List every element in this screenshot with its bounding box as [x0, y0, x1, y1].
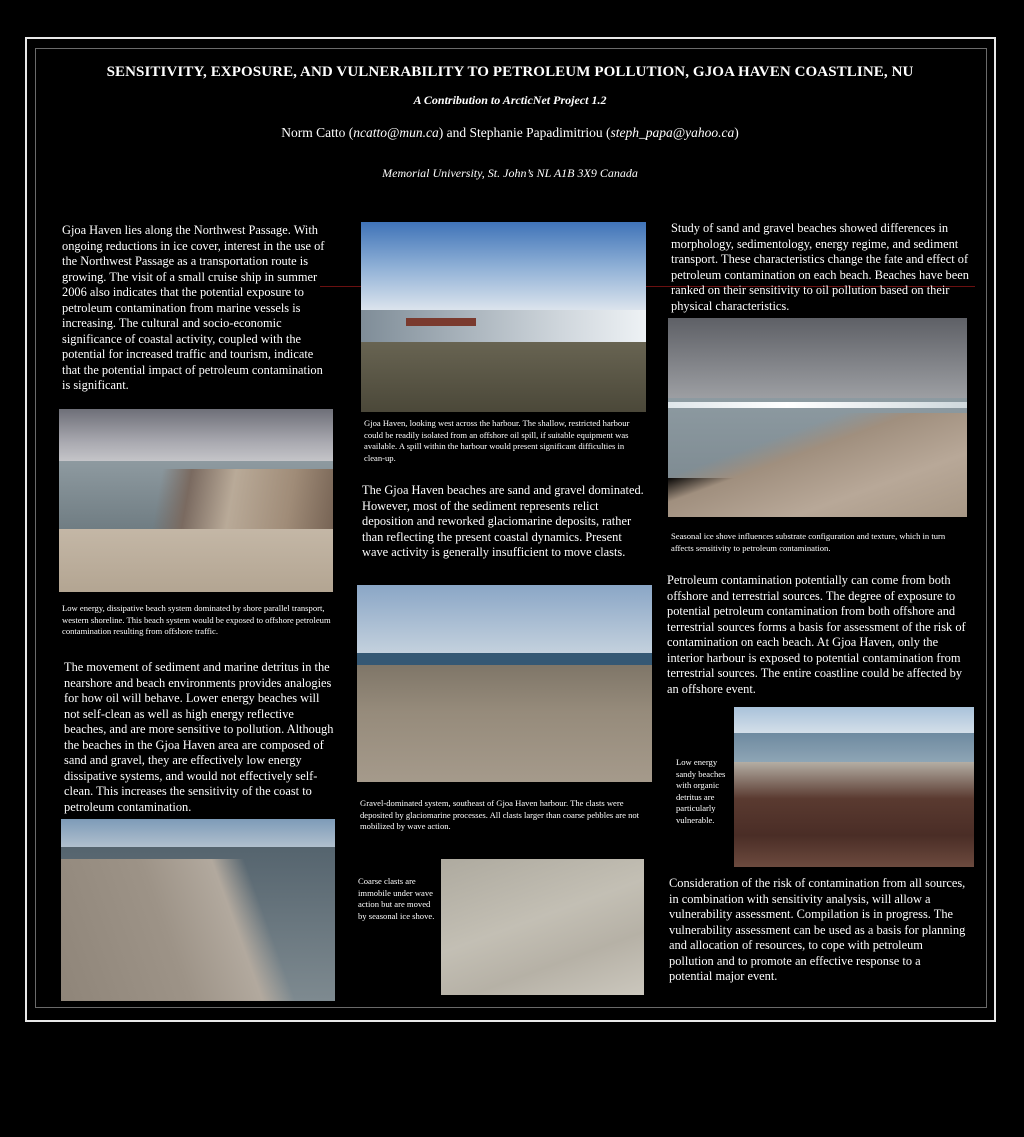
photo-gravel-beach-curve	[61, 819, 335, 1001]
photo-sandy-beach-detritus	[734, 707, 974, 867]
photo-ice-shove-caption: Seasonal ice shove influences substrate configuration and texture, which in turn affects sensitivity to petroleum contamination.	[671, 531, 946, 553]
photo-harbour-west	[361, 222, 646, 412]
movement-paragraph: The movement of sediment and marine detritus in the nearshore and beach environments provides analogies for how oil will behave. Lower energy beaches will not self-clean as well as high energy reflective beaches, and are more sensitive to pollution. Although the beaches in the Gjoa Haven area are composed of sand and gravel, they are effectively low energy dissipative systems, and would not effectively self-clean. This increases the sensitivity of the coast to petroleum contamination.	[64, 660, 334, 814]
photo-coarse-clasts	[441, 859, 644, 995]
author-2-email: steph_papa@yahoo.ca	[610, 125, 735, 140]
study-paragraph: Study of sand and gravel beaches showed differences in morphology, sedimentology, energy regime, and sediment transport. These characteristics change the fate and effect of petroleum contamination on each beach. Beaches have been ranked on their sensitivity to oil pollution based on their physical characteristics.	[671, 221, 969, 313]
photo-western-shoreline	[59, 409, 333, 592]
consideration-paragraph: Consideration of the risk of contamination from all sources, in combination with sensitivity analysis, will allow a vulnerability assessment. Compilation is in progress. The vulnerability assessment can be used as a basis for planning and allocation of resources, to cope with petroleum pollution and to promote an effective response to a potential major event.	[669, 876, 966, 983]
ship-shape	[406, 318, 476, 326]
poster-title: SENSITIVITY, EXPOSURE, AND VULNERABILITY TO PETROLEUM POLLUTION, GJOA HAVEN COASTLINE, NU	[106, 64, 914, 80]
intro-paragraph: Gjoa Haven lies along the Northwest Passage. With ongoing reductions in ice cover, interest in the use of the Northwest Passage as a transportation route is growing. The visit of a small cruise ship in summer 2006 also indicates that the potential exposure to petroleum contamination from marine vessels is increasing. The cultural and socio-economic significance of coastal activity, coupled with the potential for increased traffic and tourism, indicate that the potential impact of petroleum contamination is significant.	[62, 223, 325, 392]
photo-coarse-clasts-caption: Coarse clasts are immobile under wave action but are moved by seasonal ice shove.	[358, 876, 435, 921]
photo-harbour-west-caption: Gjoa Haven, looking west across the harbour. The shallow, restricted harbour could be readily isolated from an offshore oil spill, if suitable equipment was available. A spill within the harbour would present significant difficulties in clean-up.	[364, 418, 630, 463]
contamination-paragraph: Petroleum contamination potentially can come from both offshore and terrestrial sources. The degree of exposure to potential petroleum contamination from both offshore and terrestrial sources forms a basis for assessment of the risk of contamination on each beach. At Gjoa Haven, only the interior harbour is exposed to potential contamination from terrestrial sources. The entire coastline could be affected by an offshore event.	[667, 573, 966, 696]
author-1: Norm Catto	[281, 125, 346, 140]
author-2: Stephanie Papadimitriou	[469, 125, 603, 140]
author-1-email: ncatto@mun.ca	[353, 125, 439, 140]
poster-subtitle: A Contribution to ArcticNet Project 1.2	[413, 93, 607, 107]
beaches-paragraph: The Gjoa Haven beaches are sand and gravel dominated. However, most of the sediment represents relict deposition and reworked glaciomarine deposits, rather than reflecting the present coastal dynamics. Present wave activity is generally insufficient to move clasts.	[362, 483, 644, 559]
photo-gravel-southeast-caption: Gravel-dominated system, southeast of Gjoa Haven harbour. The clasts were deposited by glaciomarine processes. All clasts larger than coarse pebbles are not mobilized by wave action.	[360, 798, 640, 831]
photo-ice-shove	[668, 318, 967, 517]
photo-gravel-southeast	[357, 585, 652, 782]
photo-sandy-beach-caption: Low energy sandy beaches with organic detritus are particularly vulnerable.	[676, 757, 726, 825]
author-joiner: and	[446, 125, 467, 140]
photo-western-shoreline-caption: Low energy, dissipative beach system dominated by shore parallel transport, western shoreline. This beach system would be exposed to offshore petroleum contamination resulting from offshore traffic.	[62, 603, 331, 636]
affiliation: Memorial University, St. John’s NL A1B 3X9 Canada	[382, 166, 638, 180]
authors-line: Norm Catto (ncatto@mun.ca) and Stephanie Papadimitriou (steph_papa@yahoo.ca)	[281, 125, 739, 140]
